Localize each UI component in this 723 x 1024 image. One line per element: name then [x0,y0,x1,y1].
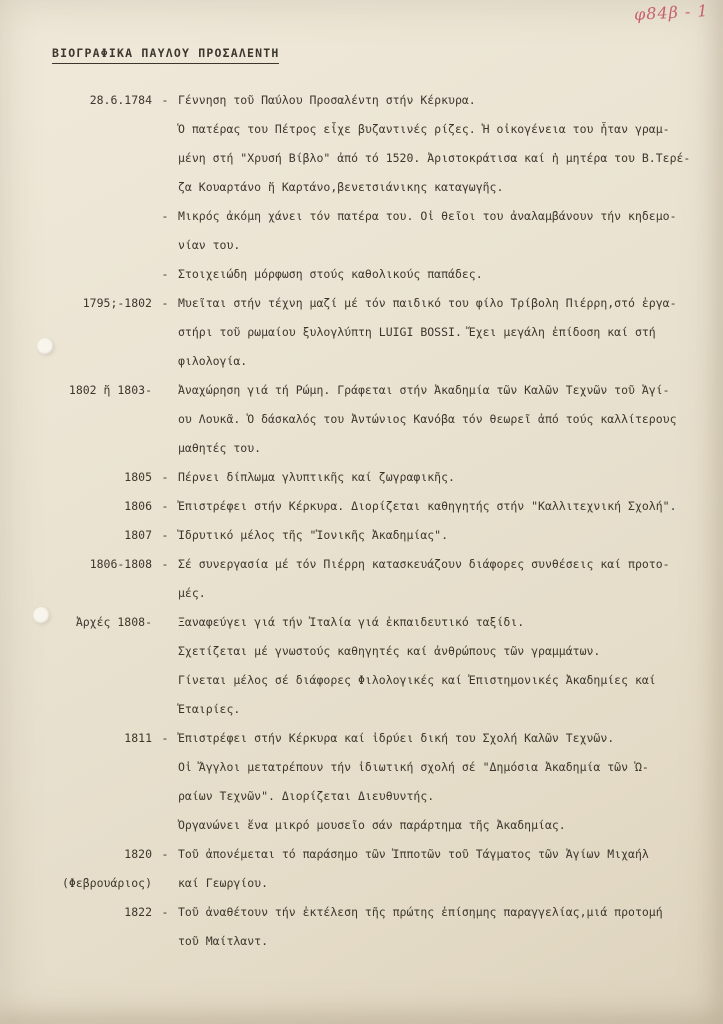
entry-lines [178,753,713,811]
entry-date: 1806-1808 [89,557,152,571]
entry-block [152,811,713,840]
dash-marker: - [161,905,169,919]
entry-date: 1805 [124,470,152,484]
entry-block [152,260,713,289]
text-line: ου Λουκᾶ. Ὁ δάσκαλός του Ἀντώνιος Κανόβα τόν θεωρεῖ ἀπό τούς καλλίτερους [178,412,677,426]
entry-date-column [0,840,152,898]
dash-marker: - [161,470,169,484]
entry-block [152,724,713,753]
entry-block [152,115,713,202]
entry-date: 28.6.1784 [89,93,152,107]
entry-block [152,840,713,898]
entry-block [152,637,713,666]
entry-blocks [152,289,713,376]
text-line: καί Γεωργίου. [178,876,269,890]
entry-lines [178,840,713,898]
text-line: Μυεῖται στήν τέχνη μαζί μέ τόν παιδικό του φίλο Τρίβολη Πιέρρη,στό ἐργα- [178,296,677,310]
entry-blocks [152,376,713,463]
timeline-entry [0,289,723,376]
entry-block [152,608,713,637]
entry-date: 1807 [124,528,152,542]
entry-blocks [152,608,713,724]
entry-blocks [152,86,713,289]
entry-date: 1802 ἤ 1803- [68,383,152,397]
entry-lines [178,666,713,724]
entry-date-column [0,376,152,405]
entry-block [152,463,713,492]
text-line: Ἀναχώρηση γιά τή Ρώμη. Γράφεται στήν Ἀκαδημία τῶν Καλῶν Τεχνῶν τοῦ Ἁγί- [178,383,670,397]
text-line: Στοιχειώδη μόρφωση στούς καθολικούς παπάδες. [178,267,483,281]
entry-date-column [0,463,152,492]
entry-block [152,550,713,608]
text-line: Μικρός ἀκόμη χάνει τόν πατέρα του. Οἱ θεῖοι του ἀναλαμβάνουν τήν κηδεμο- [178,209,677,223]
text-line: Γέννηση τοῦ Παύλου Προσαλέντη στήν Κέρκυρα. [178,93,476,107]
timeline-entry [0,492,723,521]
entry-blocks [152,463,713,492]
entry-block [152,753,713,811]
entry-lines [178,492,713,521]
dash-marker: - [161,499,169,513]
entry-lines [178,202,713,260]
entry-lines [178,376,713,463]
text-line: Ἱδρυτικό μέλος τῆς "Ἰονικῆς Ἀκαδημίας". [178,528,449,542]
entry-date-column [0,492,152,521]
entry-block [152,202,713,260]
text-line: Ὀργανώνει ἕνα μικρό μουσεῖο σάν παράρτημα τῆς Ἀκαδημίας. [178,818,566,832]
entry-date: Ἀρχές 1808- [75,615,152,629]
text-line: Πέρνει δίπλωμα γλυπτικῆς καί ζωγραφικῆς. [178,470,455,484]
entry-date: 1811 [124,731,152,745]
text-line: μένη στή "Χρυσή Βίβλο" ἀπό τό 1520. Ἀριστοκράτισα καί ἡ μητέρα του Β.Τερέ- [178,151,691,165]
entry-date-column [0,724,152,753]
text-line: Ἑταιρίες. [178,702,241,716]
entry-block [152,666,713,724]
dash-marker: - [161,93,169,107]
entry-date-column [0,86,152,115]
entry-blocks [152,492,713,521]
entry-block [152,376,713,463]
timeline-entries [0,86,723,956]
entry-lines [178,637,713,666]
entry-block [152,521,713,550]
entry-block [152,492,713,521]
text-line: Σέ συνεργασία μέ τόν Πιέρρη κατασκευάζουν διάφορες συνθέσεις καί προτο- [178,557,670,571]
entry-lines [178,521,713,550]
dash-marker: - [161,296,169,310]
entry-lines [178,550,713,608]
text-line: νίαν του. [178,238,241,252]
entry-lines [178,724,713,753]
text-line: Ξαναφεύγει γιά τήν Ἰταλία γιά ἐκπαιδευτικό ταξίδι. [178,615,525,629]
timeline-entry [0,898,723,956]
entry-date-column [0,550,152,579]
text-line: Τοῦ ἀναθέτουν τήν ἐκτέλεση τῆς πρώτης ἐπίσημης παραγγελίας,μιά προτομή [178,905,663,919]
text-line: Οἱ Ἄγγλοι μετατρέπουν τήν ἰδιωτική σχολή σέ "Δημόσια Ἀκαδημία τῶν Ὡ- [178,760,649,774]
text-line: φιλολογία. [178,354,248,368]
dash-marker: - [161,847,169,861]
timeline-entry [0,840,723,898]
text-line: μαθητές του. [178,441,262,455]
entry-lines [178,608,713,637]
text-line: Ἐπιστρέφει στήν Κέρκυρα καί ἱδρύει δική του Σχολή Καλῶν Τεχνῶν. [178,731,615,745]
text-line: Ἐπιστρέφει στήν Κέρκυρα. Διορίζεται καθηγητής στήν "Καλλιτεχνική Σχολή". [178,499,677,513]
timeline-entry [0,521,723,550]
timeline-entry [0,463,723,492]
text-line: ραίων Τεχνῶν". Διορίζεται Διευθυντής. [178,789,435,803]
entry-date-column [0,289,152,318]
text-line: Γίνεται μέλος σέ διάφορες Φιλολογικές καί Ἐπιστημονικές Ἀκαδημίες καί [178,673,656,687]
entry-lines [178,463,713,492]
entry-date: 1795;-1802 [82,296,152,310]
text-line: Ὁ πατέρας του Πέτρος εἶχε βυζαντινές ρίζες. Ἡ οἰκογένεια του ἦταν γραμ- [178,122,670,136]
text-line: μές. [178,586,206,600]
entry-lines [178,289,713,376]
entry-lines [178,260,713,289]
entry-block [152,898,713,956]
entry-block [152,289,713,376]
timeline-entry [0,608,723,724]
text-line: τοῦ Μαίτλαντ. [178,934,269,948]
entry-lines [178,811,713,840]
entry-blocks [152,840,713,898]
handwritten-annotation: φ84β - 1 [633,1,710,24]
entry-date-column [0,521,152,550]
entry-lines [178,115,713,202]
timeline-entry [0,86,723,289]
timeline-entry [0,376,723,463]
dash-marker: - [161,267,169,281]
entry-blocks [152,521,713,550]
entry-lines [178,898,713,956]
entry-date-note: (Φεβρουάριος) [61,876,152,890]
text-line: Σχετίζεται μέ γνωστούς καθηγητές καί ἀνθρώπους τῶν γραμμάτων. [178,644,601,658]
entry-date: 1806 [124,499,152,513]
dash-marker: - [161,731,169,745]
text-line: ζα Κουαρτάνο ἤ Καρτάνο,βενετσιάνικης καταγωγῆς. [178,180,504,194]
page-title: ΒΙΟΓΡΑΦΙΚΑ ΠΑΥΛΟΥ ΠΡΟΣΑΛΕΝΤΗ [52,46,279,64]
entry-blocks [152,724,713,840]
entry-blocks [152,898,713,956]
entry-blocks [152,550,713,608]
entry-date: 1822 [124,905,152,919]
dash-marker: - [161,557,169,571]
text-line: στήρι τοῦ ρωμαίου ξυλογλύπτη LUIGI BOSSI. Ἔχει μεγάλη ἐπίδοση καί στή [178,325,656,339]
timeline-entry [0,724,723,840]
entry-date-column [0,608,152,637]
entry-lines [178,86,713,115]
entry-date: 1820 [124,847,152,861]
timeline-entry [0,550,723,608]
text-line: Τοῦ ἀπονέμεται τό παράσημο τῶν Ἱπποτῶν τοῦ Τάγματος τῶν Ἁγίων Μιχαήλ [178,847,649,861]
entry-date-column [0,898,152,927]
dash-marker: - [161,528,169,542]
dash-marker: - [161,209,169,223]
entry-block [152,86,713,115]
